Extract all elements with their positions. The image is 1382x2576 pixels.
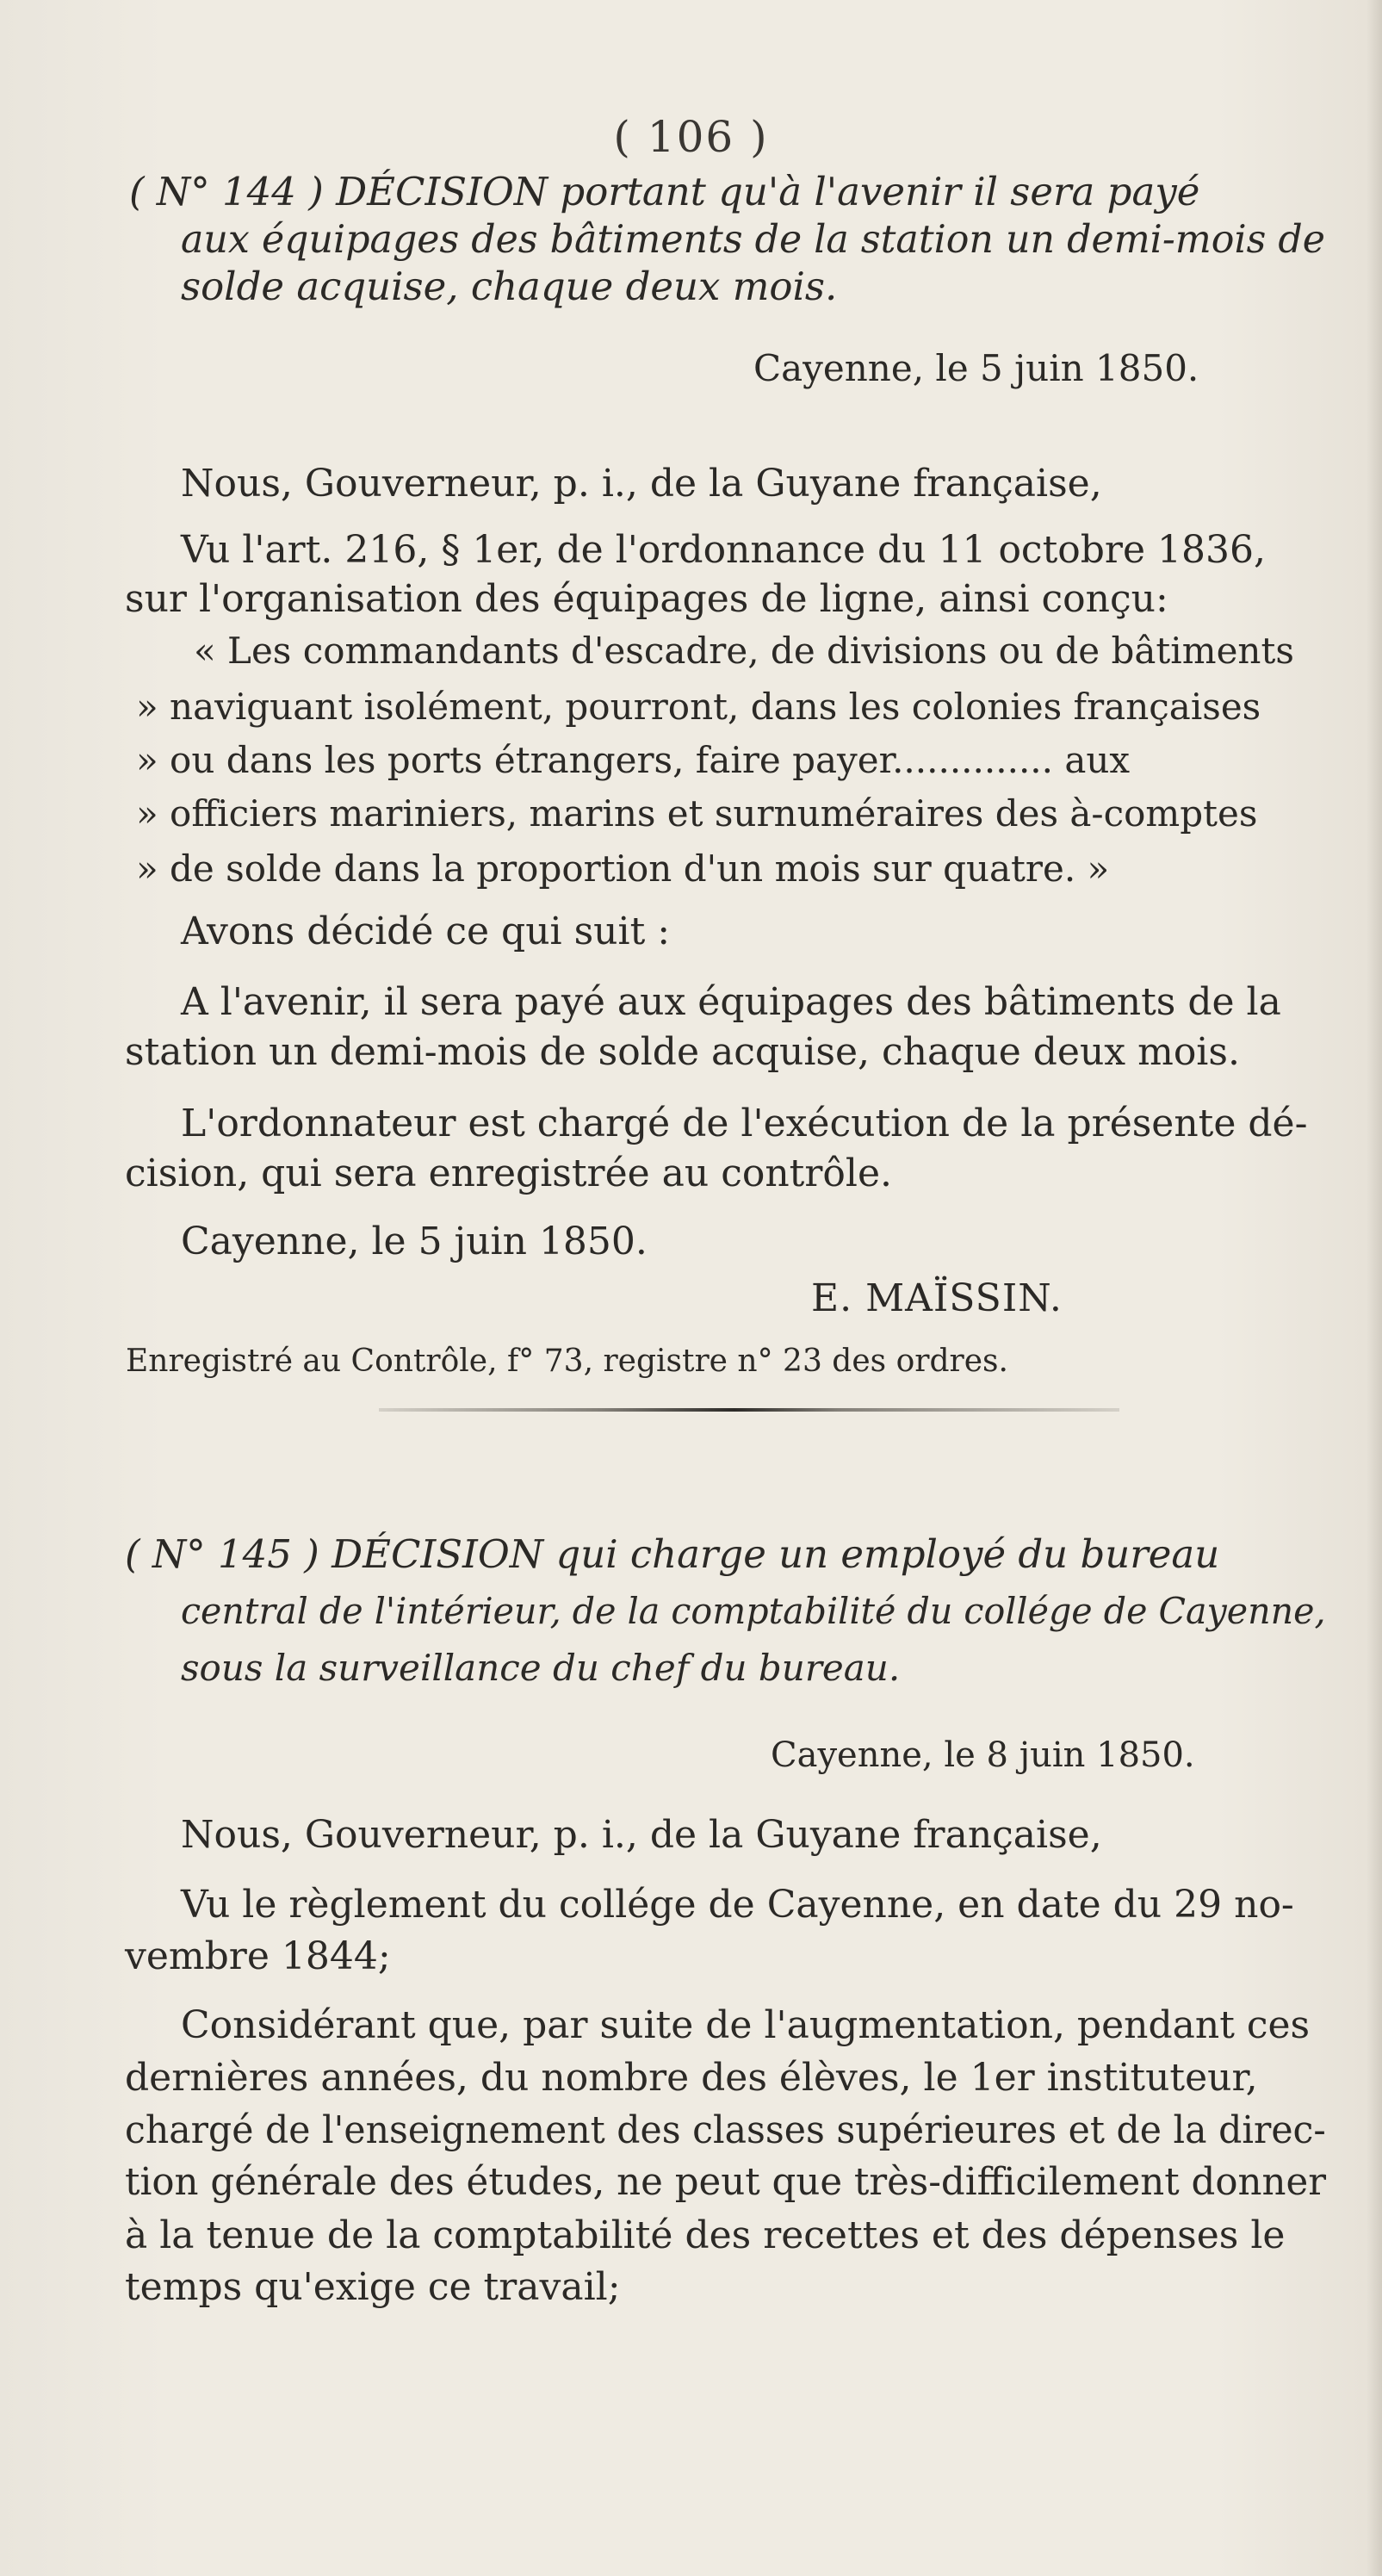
decision-144-heading-line-3: solde acquise, chaque deux mois. (181, 264, 838, 309)
decision-144-quote-line: » ou dans les ports étrangers, faire payer.............. aux (136, 739, 1131, 781)
section-separator (379, 1408, 1119, 1412)
decision-144-quote-line: » officiers mariniers, marins et surnuméraires des à-comptes (136, 792, 1258, 835)
decision-144-body-line: sur l'organisation des équipages de ligne, ainsi conçu: (125, 577, 1168, 621)
decision-144-body-line: Vu l'art. 216, § 1er, de l'ordonnance du 11 octobre 1836, (181, 528, 1266, 572)
decision-144-quote-line: « Les commandants d'escadre, de divisions ou de bâtiments (194, 630, 1294, 672)
decision-144-body-line: L'ordonnateur est chargé de l'exécution de la présente dé- (181, 1102, 1308, 1145)
decision-145-body-line: dernières années, du nombre des élèves, le 1er instituteur, (125, 2056, 1258, 2100)
decision-144-heading-line-1: ( N° 144 ) DÉCISION portant qu'à l'avenir il sera payé (129, 169, 1200, 214)
decision-144-resolution-intro: Avons décidé ce qui suit : (181, 909, 671, 953)
decision-144-body-line: cision, qui sera enregistrée au contrôle. (125, 1151, 892, 1195)
decision-144-quote-line: » de solde dans la proportion d'un mois sur quatre. » (136, 847, 1110, 890)
decision-145-body-line: Vu le règlement du collége de Cayenne, en date du 29 no- (181, 1883, 1294, 1927)
decision-144-body-line: A l'avenir, il sera payé aux équipages des bâtiments de la (181, 980, 1281, 1024)
page-number: ( 106 ) (613, 112, 769, 162)
decision-145-body-line: chargé de l'enseignement des classes supérieures et de la direc- (125, 2108, 1326, 2152)
decision-145-place-date: Cayenne, le 8 juin 1850. (771, 1735, 1195, 1775)
decision-144-place-date: Cayenne, le 5 juin 1850. (753, 347, 1199, 389)
decision-145-body-line: temps qu'exige ce travail; (125, 2265, 621, 2309)
decision-145-heading-line-1: ( N° 145 ) DÉCISION qui charge un employé du bureau (125, 1531, 1220, 1577)
decision-144-quote-line: » naviguant isolément, pourront, dans les colonies françaises (136, 686, 1261, 728)
decision-145-heading-line-2: central de l'intérieur, de la comptabilité du collége de Cayenne, (181, 1590, 1326, 1632)
decision-145-preamble: Nous, Gouverneur, p. i., de la Guyane française, (181, 1813, 1102, 1857)
decision-145-body-line: Considérant que, par suite de l'augmentation, pendant ces (181, 2003, 1311, 2047)
decision-144-preamble: Nous, Gouverneur, p. i., de la Guyane française, (181, 462, 1102, 506)
decision-144-registration: Enregistré au Contrôle, f° 73, registre n° 23 des ordres. (126, 1344, 1008, 1379)
decision-145-body-line: tion générale des études, ne peut que très-difficilement donner (125, 2160, 1327, 2204)
decision-145-body-line: à la tenue de la comptabilité des recettes et des dépenses le (125, 2213, 1286, 2257)
decision-144-closing-date: Cayenne, le 5 juin 1850. (181, 1220, 648, 1263)
decision-144-signature: E. MAÏSSIN. (811, 1276, 1063, 1320)
decision-144-heading-line-2: aux équipages des bâtiments de la station un demi-mois de (181, 216, 1325, 262)
decision-145-body-line: vembre 1844; (125, 1934, 391, 1978)
decision-145-heading-line-3: sous la surveillance du chef du bureau. (181, 1647, 901, 1689)
decision-144-body-line: station un demi-mois de solde acquise, chaque deux mois. (125, 1030, 1240, 1074)
